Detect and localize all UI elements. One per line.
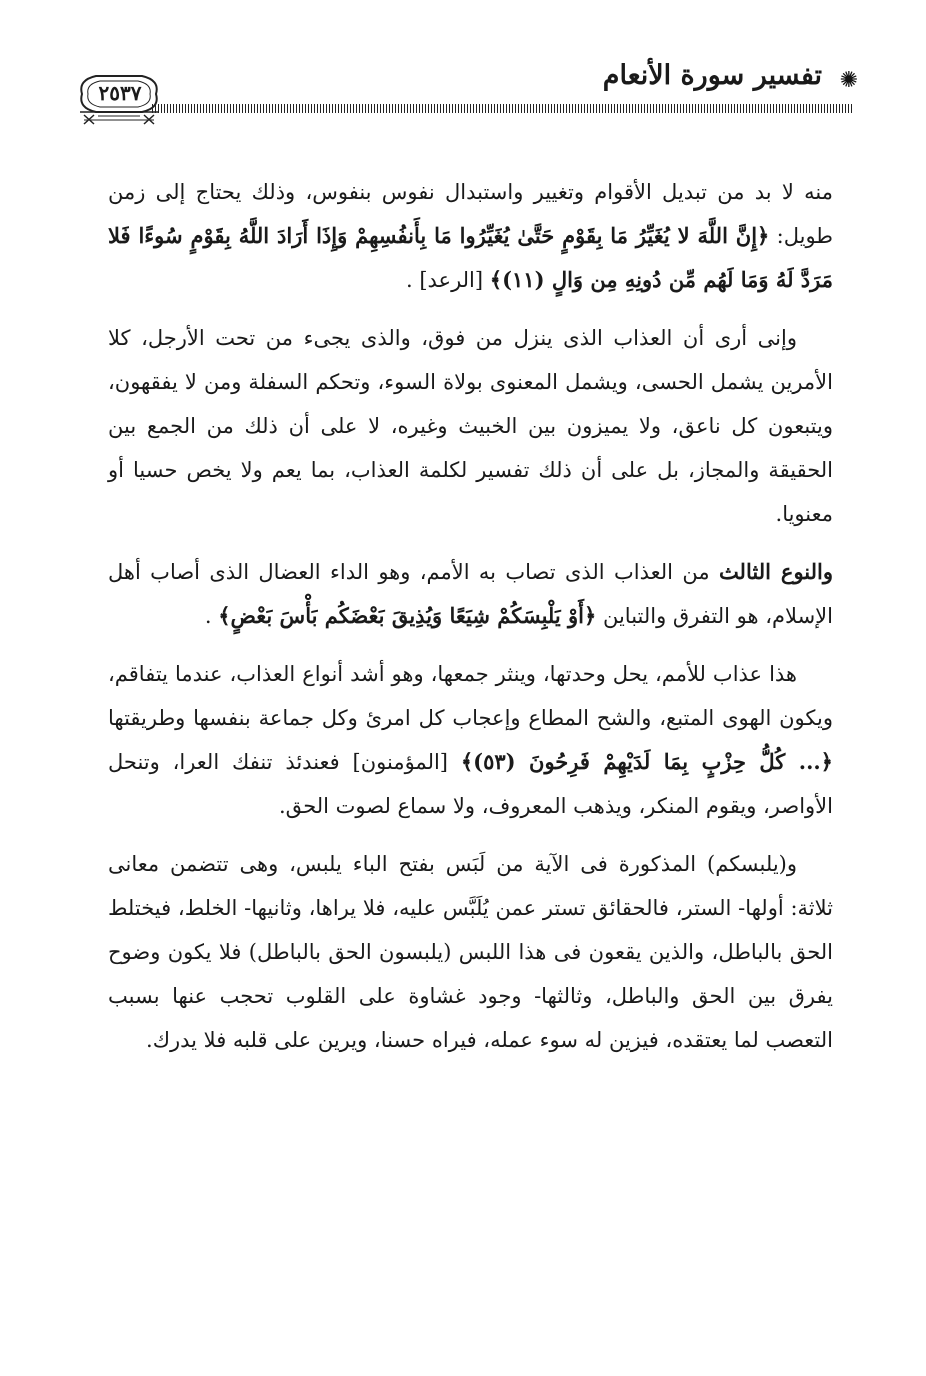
paragraph — [108, 652, 833, 828]
paragraph-text: منه لا بد من تبديل الأقوام وتغيير واستبدال نفوس بنفوس، وذلك يحتاج إلى زمن طويل: — [108, 180, 834, 248]
paragraph-text: [الرعد] . — [405, 268, 490, 292]
paragraph — [108, 842, 833, 1062]
paragraph-text: و(يلبسكم) المذكورة فى الآية من لَبَس بفتح الباء يلبس، وهى تتضمن معانى ثلاثة: أولها- الستر، فالحقائق تستر عمن يُلَبَّس عليه، فلا يراها، وثانيها- الخلط، فيختلط الحق بالباطل، والذين يقعون فى هذا اللبس (يلبسون الحق بالباطل) فلا يكون وضوح يفرق بين الحق والباطل، وثالثها- وجود غشاوة على القلوب تحجب عنها بسبب التعصب لما يعتقده، فيزين له سوء عمله، فيراه حسنا، ويرين على قلبه فلا يدرك. — [108, 852, 833, 1052]
paragraph-text: هذا عذاب للأمم، يحل وحدتها، وينثر جمعها، وهو أشد أنواع العذاب، عندما يتفاقم، ويكون الهوى المتبع، والشح المطاع وإعجاب كل امرئ وكل جماعة بنفسها وطريقتها — [108, 662, 833, 730]
header-title: تفسير سورة الأنعام — [602, 60, 822, 91]
quran-verse: ﴿إِنَّ اللَّهَ لا يُغَيِّرُ مَا بِقَوْمٍ حَتَّىٰ يُغَيِّرُوا مَا بِأَنفُسِهِمْ وَإِذَا أَرَادَ اللَّهُ بِقَوْمٍ سُوءًا فَلا مَرَدَّ لَهُ وَمَا لَهُم مِّن دُونِهِ مِن وَالٍ (١١)﴾ — [108, 223, 833, 292]
paragraph-text: . — [204, 604, 219, 628]
paragraph — [108, 316, 833, 536]
page-header — [72, 58, 858, 138]
body-text — [108, 170, 833, 1076]
paragraph — [108, 550, 833, 638]
page-number-badge — [74, 62, 164, 132]
quran-verse: ﴿أَوْ يَلْبِسَكُمْ شِيَعًا وَيُذِيقَ بَعْضَكُم بَأْسَ بَعْضٍ﴾ — [218, 603, 597, 628]
paragraph-text: [المؤمنون] فعندئذ تنفك العرا، وتنحل الأواصر، ويقوم المنكر، ويذهب المعروف، ولا سماع لصوت الحق. — [108, 750, 833, 818]
page-number: ٢٥٣٧ — [98, 81, 142, 105]
paragraph — [108, 170, 833, 302]
lead-phrase: والنوع الثالث — [718, 559, 834, 584]
quran-verse: ﴿... كُلُّ حِزْبٍ بِمَا لَدَيْهِمْ فَرِحُونَ (٥٣)﴾ — [460, 749, 833, 774]
flower-ornament-icon: ✺ — [839, 68, 858, 93]
header-rule — [152, 104, 852, 113]
paragraph-text: وإنى أرى أن العذاب الذى ينزل من فوق، والذى يجىء من تحت الأرجل، كلا الأمرين يشمل الحسى، ويشمل المعنوى بولاة السوء، وتحكم السفلة ومن لا يفقهون، ويتبعون كل ناعق، ولا يميزون بين الخبيث وغيره، لا على أن ذلك من الجمع بين الحقيقة والمجاز، بل على أن ذلك تفسير لكلمة العذاب، بما يعم ولا يخص حسيا أو معنويا. — [108, 326, 833, 526]
paragraph-text: من العذاب الذى تصاب به الأمم، وهو الداء العضال الذى أصاب أهل الإسلام، هو التفرق والتباين — [108, 560, 833, 628]
